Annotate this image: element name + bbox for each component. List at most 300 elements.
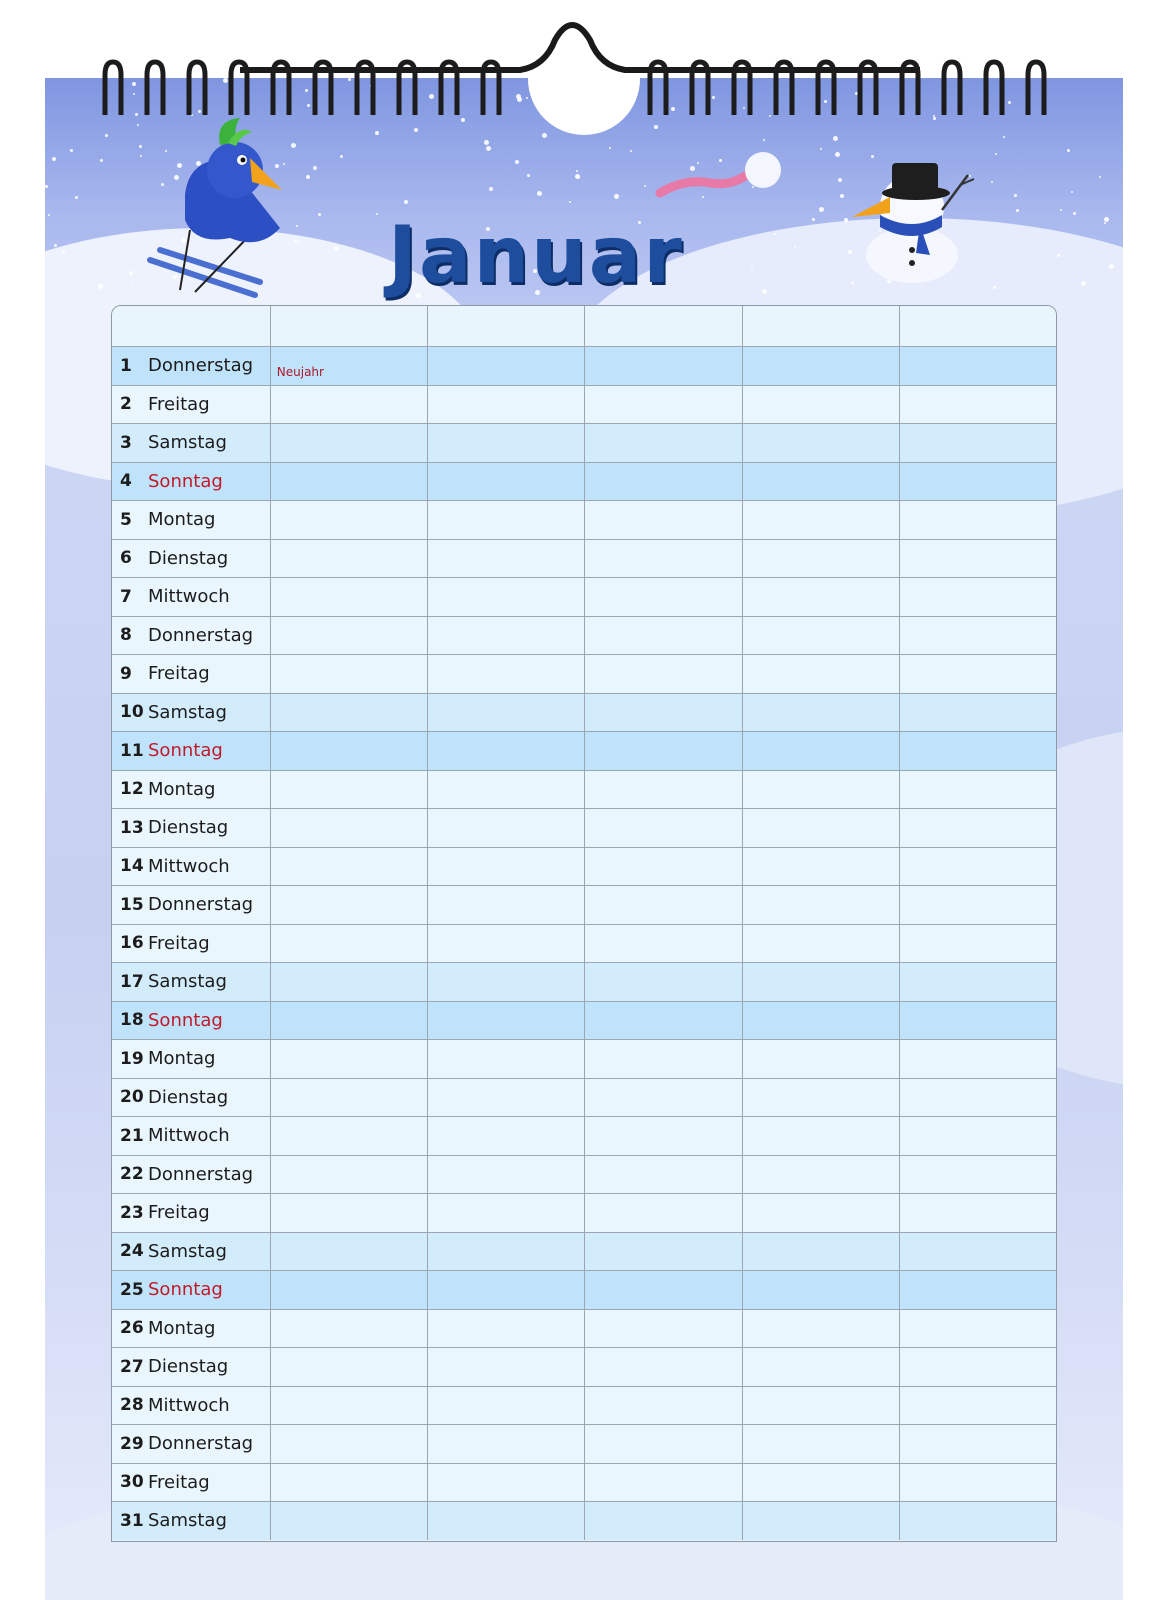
snowflake [45, 185, 48, 188]
entry-cell[interactable] [584, 1271, 741, 1309]
snowflake [794, 246, 796, 248]
entry-cell[interactable] [427, 463, 584, 501]
day-row [112, 462, 1056, 501]
entry-cell[interactable] [584, 1117, 741, 1155]
snowflake [995, 153, 997, 155]
day-label-cell [112, 617, 270, 655]
snowflake [844, 218, 848, 222]
day-label-cell [112, 578, 270, 616]
entry-cell[interactable] [270, 1156, 427, 1194]
entry-cell[interactable] [270, 1002, 427, 1040]
snowflake [1109, 264, 1114, 269]
entry-cell[interactable] [270, 578, 427, 616]
day-row [112, 693, 1056, 732]
entry-cell[interactable] [899, 1310, 1056, 1348]
entry-cell[interactable] [270, 463, 427, 501]
entry-cell[interactable] [270, 886, 427, 924]
entry-cell[interactable] [270, 386, 427, 424]
snowflake [100, 159, 103, 162]
entry-cell[interactable] [584, 732, 741, 770]
day-row [112, 616, 1056, 655]
snowflake [62, 250, 65, 253]
entry-cell[interactable] [584, 886, 741, 924]
entry-cell[interactable] [427, 1194, 584, 1232]
day-row [112, 1386, 1056, 1425]
weekday-label: Freitag [148, 663, 210, 685]
entry-cell[interactable] [584, 1040, 741, 1078]
day-row [112, 924, 1056, 963]
day-row [112, 1424, 1056, 1463]
entry-cell[interactable] [742, 540, 899, 578]
snowflake [824, 100, 827, 103]
day-label-cell [112, 386, 270, 424]
snowflake [840, 194, 844, 198]
entry-cell[interactable] [584, 809, 741, 847]
snowflake [1073, 212, 1076, 215]
entry-cell[interactable] [270, 925, 427, 963]
snowflake [835, 152, 840, 157]
entry-cell[interactable] [427, 925, 584, 963]
entry-cell[interactable] [584, 1079, 741, 1117]
entry-cell[interactable] [584, 1002, 741, 1040]
day-label-cell [112, 1502, 270, 1540]
entry-cell[interactable] [270, 1387, 427, 1425]
day-label-cell [112, 1233, 270, 1271]
entry-cell[interactable] [899, 386, 1056, 424]
entry-cell[interactable] [899, 1156, 1056, 1194]
entry-cell[interactable] [899, 1425, 1056, 1463]
weekday-label: Montag [148, 1048, 216, 1070]
day-row [112, 654, 1056, 693]
entry-cell[interactable] [270, 1348, 427, 1386]
snowflake [1071, 191, 1073, 193]
day-number: 26 [120, 1318, 144, 1339]
entry-cell[interactable] [270, 1040, 427, 1078]
entry-cell[interactable] [742, 617, 899, 655]
entry-cell[interactable] [742, 1233, 899, 1271]
entry-cell[interactable] [584, 771, 741, 809]
entry-cell[interactable] [584, 1425, 741, 1463]
entry-cell[interactable] [427, 1271, 584, 1309]
entry-cell[interactable] [899, 848, 1056, 886]
day-number: 8 [120, 625, 132, 646]
entry-cell[interactable] [899, 463, 1056, 501]
snowflake [105, 134, 108, 137]
entry-cell[interactable] [899, 424, 1056, 462]
snowflake [75, 196, 78, 199]
entry-cell[interactable] [584, 963, 741, 1001]
entry-cell[interactable] [742, 463, 899, 501]
entry-cell[interactable] [742, 655, 899, 693]
snowflake [609, 147, 611, 149]
entry-cell[interactable] [427, 386, 584, 424]
snowflake [135, 113, 138, 116]
entry-cell[interactable] [427, 617, 584, 655]
day-row [112, 731, 1056, 770]
entry-cell[interactable] [427, 347, 584, 385]
entry-cell[interactable] [270, 501, 427, 539]
entry-cell[interactable] [270, 1117, 427, 1155]
weekday-label: Sonntag [148, 740, 223, 762]
entry-cell[interactable] [427, 1310, 584, 1348]
entry-cell[interactable] [427, 1233, 584, 1271]
entry-cell[interactable] [899, 771, 1056, 809]
entry-cell[interactable] [899, 694, 1056, 732]
entry-cell[interactable] [427, 809, 584, 847]
header-cell-person-2[interactable] [427, 306, 584, 346]
entry-cell[interactable] [899, 809, 1056, 847]
snowflake [542, 133, 547, 138]
entry-cell[interactable] [270, 655, 427, 693]
snowflake [318, 213, 321, 216]
entry-cell[interactable] [427, 540, 584, 578]
entry-cell[interactable] [899, 1002, 1056, 1040]
entry-cell[interactable] [270, 1464, 427, 1502]
entry-cell[interactable] [742, 1271, 899, 1309]
entry-cell[interactable] [427, 1117, 584, 1155]
entry-cell[interactable] [584, 848, 741, 886]
entry-cell[interactable] [584, 501, 741, 539]
entry-cell[interactable] [584, 617, 741, 655]
day-number: 18 [120, 1010, 144, 1031]
snowflake [576, 170, 578, 172]
entry-cell[interactable] [584, 463, 741, 501]
entry-cell[interactable] [427, 1464, 584, 1502]
day-label-cell [112, 1464, 270, 1502]
entry-cell[interactable] [584, 925, 741, 963]
day-row [112, 885, 1056, 924]
snowflake [133, 93, 135, 95]
entry-cell[interactable] [899, 732, 1056, 770]
header-cell-person-3[interactable] [584, 306, 741, 346]
entry-cell[interactable] [584, 540, 741, 578]
entry-cell[interactable] [899, 1271, 1056, 1309]
entry-cell[interactable] [584, 1194, 741, 1232]
header-cell-person-4[interactable] [742, 306, 899, 346]
entry-cell[interactable] [742, 694, 899, 732]
entry-cell[interactable] [584, 1348, 741, 1386]
entry-cell[interactable] [742, 347, 899, 385]
snowflake [933, 117, 936, 120]
snowflake [1057, 254, 1060, 257]
entry-cell[interactable] [899, 655, 1056, 693]
entry-cell[interactable] [270, 1502, 427, 1540]
entry-cell[interactable] [270, 1425, 427, 1463]
entry-cell[interactable] [270, 424, 427, 462]
day-number: 23 [120, 1202, 144, 1223]
weekday-label: Freitag [148, 393, 210, 415]
entry-cell[interactable] [742, 501, 899, 539]
snowflake [569, 201, 571, 203]
entry-cell[interactable] [270, 809, 427, 847]
day-row [112, 1001, 1056, 1040]
weekday-label: Donnerstag [148, 1163, 254, 1185]
entry-cell[interactable] [742, 1502, 899, 1540]
day-row [112, 577, 1056, 616]
snowflake [313, 166, 317, 170]
weekday-label: Montag [148, 778, 216, 800]
entry-cell[interactable] [427, 848, 584, 886]
entry-cell[interactable] [584, 655, 741, 693]
entry-cell[interactable] [899, 347, 1056, 385]
entry-cell[interactable] [899, 1079, 1056, 1117]
entry-cell[interactable] [584, 347, 741, 385]
day-label-cell [112, 501, 270, 539]
day-row [112, 1232, 1056, 1271]
snowflake [516, 94, 521, 99]
weekday-label: Sonntag [148, 470, 223, 492]
day-label-cell [112, 925, 270, 963]
entry-cell[interactable] [427, 1425, 584, 1463]
snowflake [1067, 149, 1070, 152]
entry-cell[interactable] [270, 848, 427, 886]
day-row [112, 346, 1056, 385]
day-row [112, 808, 1056, 847]
snowflake [1099, 176, 1101, 178]
weekday-label: Donnerstag [148, 624, 254, 646]
day-number: 12 [120, 779, 144, 800]
weekday-label: Sonntag [148, 1009, 223, 1031]
day-number: 16 [120, 933, 144, 954]
entry-cell[interactable] [742, 386, 899, 424]
snowflake [769, 115, 771, 117]
entry-cell[interactable] [270, 347, 427, 385]
entry-cell[interactable] [584, 1233, 741, 1271]
snowflake [993, 286, 996, 289]
day-row [112, 1039, 1056, 1078]
day-number: 19 [120, 1048, 144, 1069]
entry-cell[interactable] [270, 963, 427, 1001]
entry-cell[interactable] [584, 1502, 741, 1540]
day-number: 29 [120, 1433, 144, 1454]
weekday-label: Dienstag [148, 1356, 229, 1378]
weekday-label: Freitag [148, 1471, 210, 1493]
snowflake [484, 140, 489, 145]
snowflake [429, 94, 434, 99]
snowflake [1060, 209, 1062, 211]
entry-cell[interactable] [742, 1194, 899, 1232]
snowflake [52, 157, 56, 161]
entry-cell[interactable] [899, 1117, 1056, 1155]
day-row [112, 423, 1056, 462]
weekday-label: Montag [148, 1317, 216, 1339]
entry-cell[interactable] [427, 1040, 584, 1078]
snowflake [671, 107, 675, 111]
entry-cell[interactable] [742, 1425, 899, 1463]
day-number: 17 [120, 971, 144, 992]
entry-cell[interactable] [427, 694, 584, 732]
entry-cell[interactable] [584, 1156, 741, 1194]
entry-cell[interactable] [899, 1464, 1056, 1502]
entry-cell[interactable] [899, 1387, 1056, 1425]
day-label-cell [112, 963, 270, 1001]
weekday-label: Donnerstag [148, 894, 254, 916]
worm-with-snowball-icon [655, 148, 785, 208]
entry-cell[interactable] [899, 1233, 1056, 1271]
day-number: 20 [120, 1087, 144, 1108]
entry-cell[interactable] [742, 1464, 899, 1502]
day-label-cell [112, 848, 270, 886]
day-number: 13 [120, 817, 144, 838]
day-label-cell [112, 694, 270, 732]
day-label-cell [112, 424, 270, 462]
entry-cell[interactable] [270, 540, 427, 578]
entry-cell[interactable] [427, 771, 584, 809]
entry-cell[interactable] [427, 1156, 584, 1194]
snowflake [576, 175, 580, 179]
day-number: 5 [120, 509, 132, 530]
entry-cell[interactable] [899, 886, 1056, 924]
entry-cell[interactable] [584, 424, 741, 462]
weekday-label: Montag [148, 509, 216, 531]
entry-cell[interactable] [742, 848, 899, 886]
day-label-cell [112, 1387, 270, 1425]
entry-cell[interactable] [270, 1079, 427, 1117]
entry-cell[interactable] [584, 578, 741, 616]
weekday-label: Dienstag [148, 1086, 229, 1108]
day-row [112, 847, 1056, 886]
entry-cell[interactable] [427, 963, 584, 1001]
header-cell-person-1[interactable] [270, 306, 427, 346]
entry-cell[interactable] [742, 1348, 899, 1386]
day-number: 25 [120, 1279, 144, 1300]
day-number: 3 [120, 432, 132, 453]
day-number: 9 [120, 663, 132, 684]
weekday-label: Mittwoch [148, 1125, 230, 1147]
entry-cell[interactable] [427, 886, 584, 924]
day-label-cell [112, 809, 270, 847]
entry-cell[interactable] [742, 1079, 899, 1117]
weekday-label: Samstag [148, 971, 227, 993]
entry-cell[interactable] [742, 886, 899, 924]
day-label-cell [112, 1040, 270, 1078]
day-number: 27 [120, 1356, 144, 1377]
entry-cell[interactable] [584, 386, 741, 424]
day-number: 6 [120, 548, 132, 569]
entry-cell[interactable] [899, 617, 1056, 655]
entry-cell[interactable] [899, 1502, 1056, 1540]
snowflake [614, 194, 619, 199]
weekday-label: Mittwoch [148, 1394, 230, 1416]
day-row [112, 1078, 1056, 1117]
entry-cell[interactable] [899, 540, 1056, 578]
weekday-label: Sonntag [148, 1279, 223, 1301]
calendar-grid [111, 305, 1057, 1542]
entry-cell[interactable] [899, 578, 1056, 616]
entry-cell[interactable] [270, 1271, 427, 1309]
holiday-note: Neujahr [276, 365, 324, 379]
entry-cell[interactable] [270, 732, 427, 770]
entry-cell[interactable] [742, 963, 899, 1001]
entry-cell[interactable] [742, 424, 899, 462]
day-row [112, 1501, 1056, 1540]
entry-cell[interactable] [270, 617, 427, 655]
entry-cell[interactable] [270, 1194, 427, 1232]
snowflake [375, 131, 379, 135]
day-rows [112, 346, 1056, 1540]
snowflake [486, 146, 491, 151]
entry-cell[interactable] [899, 1040, 1056, 1078]
entry-cell[interactable] [742, 809, 899, 847]
entry-cell[interactable] [427, 1502, 584, 1540]
entry-cell[interactable] [899, 501, 1056, 539]
snowflake [654, 125, 658, 129]
day-label-cell [112, 886, 270, 924]
snowflake [812, 218, 815, 221]
header-cell-day[interactable] [112, 306, 270, 346]
day-label-cell [112, 732, 270, 770]
entry-cell[interactable] [899, 925, 1056, 963]
weekday-label: Donnerstag [148, 1433, 254, 1455]
entry-cell[interactable] [584, 694, 741, 732]
entry-cell[interactable] [742, 925, 899, 963]
entry-cell[interactable] [584, 1387, 741, 1425]
day-row [112, 1463, 1056, 1502]
day-number: 10 [120, 702, 144, 723]
entry-cell[interactable] [899, 1348, 1056, 1386]
day-label-cell [112, 1271, 270, 1309]
entry-cell[interactable] [427, 501, 584, 539]
entry-cell[interactable] [899, 1194, 1056, 1232]
snowflake [630, 150, 632, 152]
entry-cell[interactable] [270, 1310, 427, 1348]
day-row [112, 1309, 1056, 1348]
entry-cell[interactable] [742, 1002, 899, 1040]
entry-cell[interactable] [584, 1464, 741, 1502]
entry-cell[interactable] [427, 1387, 584, 1425]
weekday-label: Mittwoch [148, 855, 230, 877]
entry-cell[interactable] [427, 424, 584, 462]
day-label-cell [112, 1079, 270, 1117]
snowflake [129, 271, 133, 275]
snowflake [414, 128, 418, 132]
entry-cell[interactable] [742, 732, 899, 770]
day-row [112, 500, 1056, 539]
weekday-label: Samstag [148, 701, 227, 723]
entry-cell[interactable] [742, 771, 899, 809]
entry-cell[interactable] [427, 732, 584, 770]
entry-cell[interactable] [270, 694, 427, 732]
entry-cell[interactable] [427, 1348, 584, 1386]
entry-cell[interactable] [270, 1233, 427, 1271]
entry-cell[interactable] [584, 1310, 741, 1348]
snowflake [130, 281, 132, 283]
entry-cell[interactable] [427, 1002, 584, 1040]
snowflake [305, 89, 308, 92]
entry-cell[interactable] [742, 1387, 899, 1425]
entry-cell[interactable] [742, 578, 899, 616]
entry-cell[interactable] [742, 1040, 899, 1078]
snowflake [644, 185, 646, 187]
day-row [112, 962, 1056, 1001]
day-number: 15 [120, 894, 144, 915]
day-label-cell [112, 1194, 270, 1232]
header-cell-person-5[interactable] [899, 306, 1056, 346]
entry-cell[interactable] [742, 1117, 899, 1155]
day-row [112, 385, 1056, 424]
snowflake [223, 78, 228, 83]
entry-cell[interactable] [899, 963, 1056, 1001]
day-label-cell [112, 463, 270, 501]
day-number: 1 [120, 355, 132, 376]
entry-cell[interactable] [427, 655, 584, 693]
entry-cell[interactable] [742, 1310, 899, 1348]
entry-cell[interactable] [742, 1156, 899, 1194]
entry-cell[interactable] [427, 1079, 584, 1117]
snowflake [819, 207, 824, 212]
entry-cell[interactable] [427, 578, 584, 616]
entry-cell[interactable] [270, 771, 427, 809]
